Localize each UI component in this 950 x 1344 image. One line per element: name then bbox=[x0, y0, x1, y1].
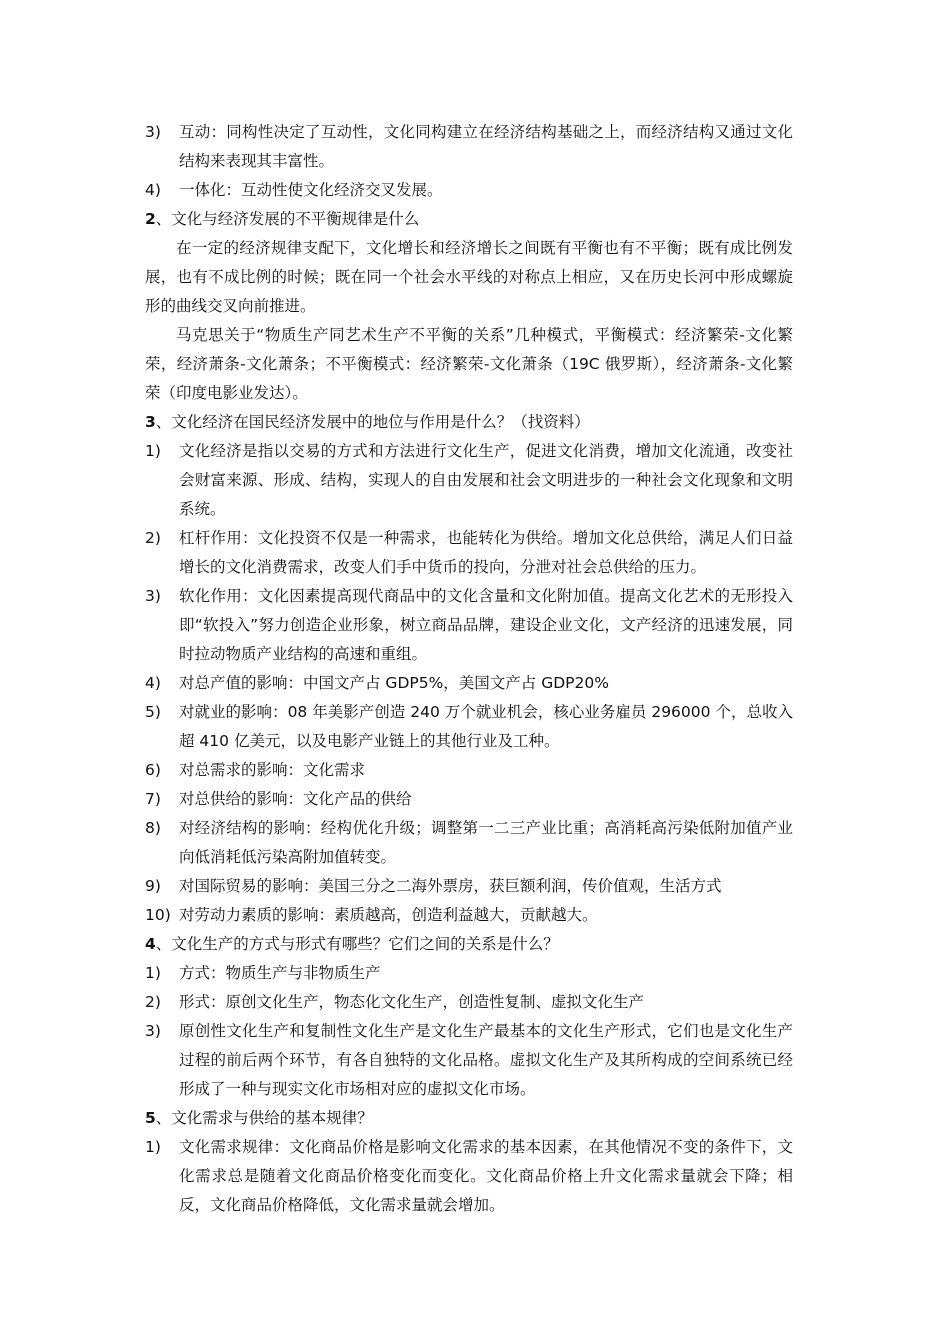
question-number: 5 bbox=[145, 1109, 156, 1127]
paragraph: 马克思关于“物质生产同艺术生产不平衡的关系”几种模式，平衡模式：经济繁荣-文化繁荣，经济萧条-文化萧条；不平衡模式：经济繁荣-文化萧条（19C 俄罗斯），经济萧条-文化繁荣（印度电影业发达）。 bbox=[145, 326, 793, 402]
list-item-number: 3) bbox=[145, 123, 161, 141]
list-item-text: 对总产值的影响：中国文产占 GDP5%，美国文产占 GDP20% bbox=[179, 674, 609, 692]
list-item bbox=[145, 756, 793, 785]
question-heading bbox=[145, 930, 793, 959]
list-item-number: 5) bbox=[145, 703, 161, 721]
list-item bbox=[145, 524, 793, 582]
question-text: 、文化与经济发展的不平衡规律是什么 bbox=[155, 210, 420, 228]
list-item bbox=[145, 118, 793, 176]
list-item-text: 文化经济是指以交易的方式和方法进行文化生产，促进文化消费，增加文化流通，改变社会财富来源、形成、结构，实现人的自由发展和社会文明进步的一种社会文化现象和文明系统。 bbox=[179, 442, 793, 518]
list-item-number: 10) bbox=[145, 906, 171, 924]
list-item bbox=[145, 1017, 793, 1104]
list-item bbox=[145, 872, 793, 901]
list-item bbox=[145, 988, 793, 1017]
list-item-text: 方式：物质生产与非物质生产 bbox=[179, 964, 381, 982]
list-item-number: 2) bbox=[145, 529, 161, 547]
list-item-text: 对国际贸易的影响：美国三分之二海外票房，获巨额利润，传价值观，生活方式 bbox=[179, 877, 722, 895]
list-item bbox=[145, 814, 793, 872]
list-item-text: 对总供给的影响：文化产品的供给 bbox=[179, 790, 412, 808]
list-item-text: 原创性文化生产和复制性文化生产是文化生产最基本的文化生产形式，它们也是文化生产过程的前后两个环节，有各自独特的文化品格。虚拟文化生产及其所构成的空间系统已经形成了一种与现实文化市场相对应的虚拟文化市场。 bbox=[179, 1022, 793, 1098]
list-item bbox=[145, 176, 793, 205]
list-item-number: 4) bbox=[145, 674, 161, 692]
list-item-text: 一体化：互动性使文化经济交叉发展。 bbox=[179, 181, 443, 199]
list-item-number: 4) bbox=[145, 181, 161, 199]
list-item-number: 2) bbox=[145, 993, 161, 1011]
list-item-text: 对总需求的影响：文化需求 bbox=[179, 761, 366, 779]
question-number: 3 bbox=[145, 413, 156, 431]
list-item bbox=[145, 785, 793, 814]
question-text: 、文化生产的方式与形式有哪些？它们之间的关系是什么？ bbox=[155, 935, 559, 953]
list-item-number: 1) bbox=[145, 442, 161, 460]
question-text: 、文化经济在国民经济发展中的地位与作用是什么？（找资料） bbox=[155, 413, 590, 431]
list-item-number: 8) bbox=[145, 819, 161, 837]
question-text: 、文化需求与供给的基本规律？ bbox=[155, 1109, 373, 1127]
list-item-text: 杠杆作用：文化投资不仅是一种需求，也能转化为供给。增加文化总供给，满足人们日益增长的文化消费需求，改变人们手中货币的投向，分泄对社会总供给的压力。 bbox=[179, 529, 793, 576]
list-item bbox=[145, 698, 793, 756]
list-item-number: 3) bbox=[145, 587, 161, 605]
list-item-text: 软化作用：文化因素提高现代商品中的文化含量和文化附加值。提高文化艺术的无形投入即“软投入”努力创造企业形象，树立商品品牌，建设企业文化，文产经济的迅速发展，同时拉动物质产业结构的高速和重组。 bbox=[179, 587, 793, 663]
list-item-number: 6) bbox=[145, 761, 161, 779]
question-heading bbox=[145, 408, 793, 437]
list-item bbox=[145, 669, 793, 698]
list-item-text: 形式：原创文化生产，物态化文化生产，创造性复制、虚拟文化生产 bbox=[179, 993, 645, 1011]
question-number: 4 bbox=[145, 935, 156, 953]
document-page bbox=[145, 118, 793, 1220]
list-item-number: 1) bbox=[145, 1138, 161, 1156]
list-item-text: 对劳动力素质的影响：素质越高，创造利益越大，贡献越大。 bbox=[179, 906, 598, 924]
list-item-number: 3) bbox=[145, 1022, 161, 1040]
list-item bbox=[145, 901, 793, 930]
list-item-number: 1) bbox=[145, 964, 161, 982]
list-item-number: 9) bbox=[145, 877, 161, 895]
question-heading bbox=[145, 205, 793, 234]
question-number: 2 bbox=[145, 210, 156, 228]
paragraph: 在一定的经济规律支配下，文化增长和经济增长之间既有平衡也有不平衡；既有成比例发展，也有不成比例的时候；既在同一个社会水平线的对称点上相应，又在历史长河中形成螺旋形的曲线交叉向前推进。 bbox=[145, 239, 793, 315]
list-item-text: 对经济结构的影响：经构优化升级；调整第一二三产业比重；高消耗高污染低附加值产业向低消耗低污染高附加值转变。 bbox=[179, 819, 793, 866]
list-item bbox=[145, 582, 793, 669]
list-item-text: 对就业的影响：08 年美影产创造 240 万个就业机会，核心业务雇员 296000 个，总收入超 410 亿美元，以及电影产业链上的其他行业及工种。 bbox=[179, 703, 793, 750]
list-item bbox=[145, 959, 793, 988]
list-item bbox=[145, 437, 793, 524]
list-item-number: 7) bbox=[145, 790, 161, 808]
list-item bbox=[145, 1133, 793, 1220]
list-item-text: 文化需求规律：文化商品价格是影响文化需求的基本因素，在其他情况不变的条件下，文化需求总是随着文化商品价格变化而变化。文化商品价格上升文化需求量就会下降；相反，文化商品价格降低，文化需求量就会增加。 bbox=[179, 1138, 793, 1214]
list-item-text: 互动：同构性决定了互动性，文化同构建立在经济结构基础之上，而经济结构又通过文化结构来表现其丰富性。 bbox=[179, 123, 793, 170]
question-heading bbox=[145, 1104, 793, 1133]
